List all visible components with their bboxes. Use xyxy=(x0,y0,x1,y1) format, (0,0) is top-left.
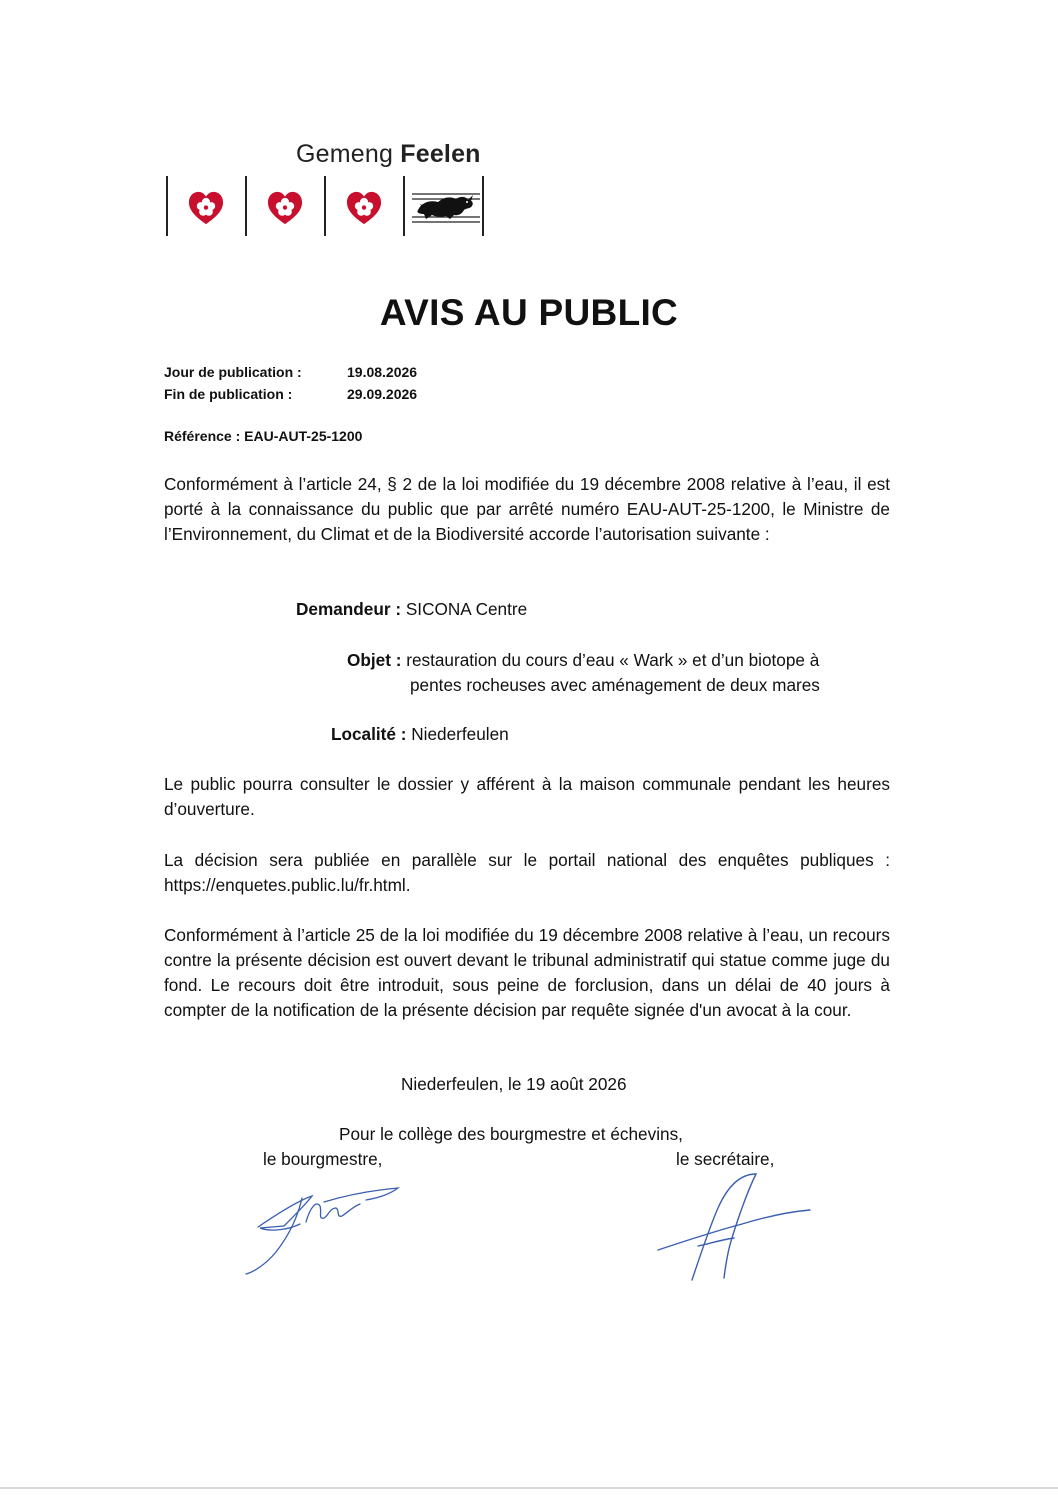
publication-end xyxy=(164,386,417,402)
publication-start xyxy=(164,364,417,380)
consult-paragraph: Le public pourra consulter le dossier y afférent à la maison communale pendant les heures d’ouverture. xyxy=(164,774,890,819)
heart-flower-icon xyxy=(266,190,304,226)
place-date: Niederfeulen, le 19 août 2026 xyxy=(401,1074,627,1094)
commune-name-bold: Feelen xyxy=(400,140,481,168)
logo-divider xyxy=(482,176,484,236)
commune-logo xyxy=(164,138,494,242)
demandeur-label: Demandeur : xyxy=(296,599,402,619)
localite-label: Localité : xyxy=(331,724,407,744)
secretaire-signature xyxy=(652,1168,822,1288)
localite-value: Niederfeulen xyxy=(411,724,509,744)
college-line: Pour le collège des bourgmestre et échevins, xyxy=(339,1124,683,1144)
objet-label: Objet : xyxy=(347,650,402,670)
recours-paragraph: Conformément à l’article 25 de la loi modifiée du 19 décembre 2008 relative à l’eau, un recours contre la présente décision est ouvert devant le tribunal administratif qui statue comme juge du fond. Le recours doit être introduit, sous peine de forclusion, dans un délai de 40 jours à compter de la notification de la présente décision par requête signée d'un avocat à la cour. xyxy=(164,925,890,1020)
commune-name-regular: Gemeng xyxy=(296,140,394,168)
heart-flower-icon xyxy=(345,190,383,226)
lion-icon xyxy=(410,188,482,228)
reference: Référence : EAU-AUT-25-1200 xyxy=(164,428,363,444)
logo-divider xyxy=(403,176,405,236)
logo-divider xyxy=(324,176,326,236)
bourgmestre-signature xyxy=(240,1172,410,1282)
page-edge xyxy=(0,1487,1058,1489)
objet-value-line2: pentes rocheuses avec aménagement de deux mares xyxy=(410,675,820,695)
intro-paragraph: Conformément à l’article 24, § 2 de la loi modifiée du 19 décembre 2008 relative à l’eau, il est porté à la connaissance du public que par arrêté numéro EAU-AUT-25-1200, le Ministre de l’Environnement, du Climat et de la Biodiversité accorde l’autorisation suivante : xyxy=(164,474,890,544)
objet-value-line1: restauration du cours d’eau « Wark » et d’un biotope à xyxy=(406,650,820,670)
publication-start-label: Jour de publication : xyxy=(164,364,302,380)
demandeur-field xyxy=(296,597,527,622)
localite-field xyxy=(331,722,509,747)
logo-divider xyxy=(245,176,247,236)
bourgmestre-title: le bourgmestre, xyxy=(263,1149,383,1169)
objet-field xyxy=(347,648,819,673)
logo-divider xyxy=(166,176,168,236)
portal-paragraph: La décision sera publiée en parallèle sur le portail national des enquêtes publiques : https://enquetes.public.lu/fr.html. xyxy=(164,850,890,895)
secretaire-title: le secrétaire, xyxy=(676,1149,775,1169)
publication-end-value: 29.09.2026 xyxy=(347,386,418,402)
heart-flower-icon xyxy=(187,190,225,226)
commune-name xyxy=(296,140,481,169)
publication-end-label: Fin de publication : xyxy=(164,386,293,402)
publication-start-value: 19.08.2026 xyxy=(347,364,418,380)
page-title: AVIS AU PUBLIC xyxy=(379,292,679,333)
demandeur-value: SICONA Centre xyxy=(405,599,528,619)
